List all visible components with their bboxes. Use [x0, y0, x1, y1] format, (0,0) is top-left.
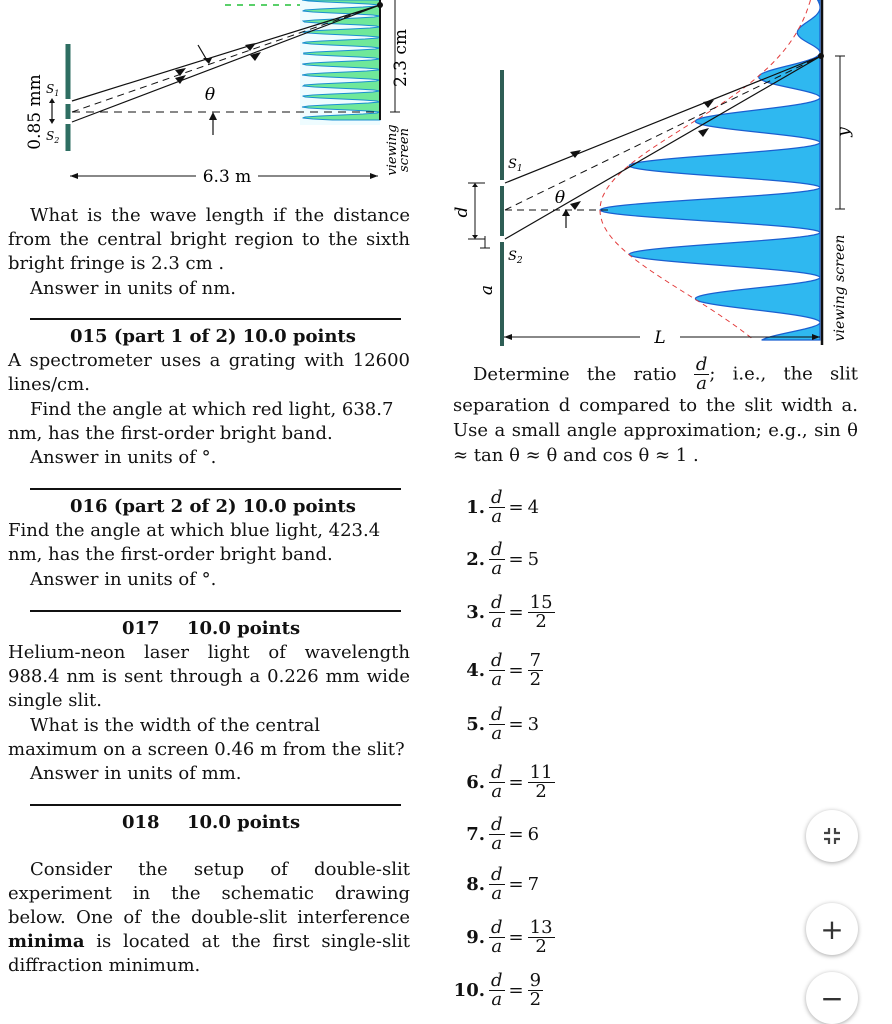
choice-lhs-den: a	[491, 610, 503, 632]
choice-rhs-num: 7	[529, 649, 542, 671]
choice-rhs-num: 13	[529, 916, 553, 938]
choice-7[interactable]	[453, 812, 539, 856]
choice-rhs	[528, 761, 555, 802]
q016-answer: Answer in units of °.	[30, 569, 217, 590]
q016-text1: Find the angle at which blue light, 423.4 nm, has the first-order bright band.	[8, 520, 381, 565]
divider-018	[30, 804, 401, 806]
ratio-num: d	[695, 354, 708, 375]
fig2-L: L	[654, 328, 666, 348]
choice-10[interactable]	[453, 968, 543, 1012]
fig2-d: d	[452, 206, 472, 218]
choice-rhs-den: 2	[535, 935, 547, 957]
choice-lhs-num: d	[491, 591, 503, 613]
choice-number: 3.	[466, 601, 485, 623]
q018-text-bold: minima	[8, 931, 85, 952]
q018-text-b: is located at the first single-slit diffraction minimum.	[8, 931, 410, 976]
fit-screen-button[interactable]	[806, 810, 858, 862]
choice-number: 9.	[466, 926, 485, 948]
fig1-theta: θ	[204, 85, 216, 105]
fig1-s2-sub: 2	[54, 136, 60, 145]
choice-6[interactable]	[453, 760, 555, 804]
choice-rhs: 5	[527, 548, 540, 570]
svg-text:S1	[46, 82, 59, 98]
choice-lhs-den: a	[491, 722, 503, 744]
choice-lhs-num: d	[491, 969, 503, 991]
choice-rhs: 6	[527, 823, 540, 845]
choice-1[interactable]	[453, 485, 539, 529]
choice-lhs-num: d	[491, 813, 503, 835]
choice-equals: =	[508, 659, 524, 681]
choice-rhs	[528, 591, 555, 632]
figure-double-slit-1	[0, 0, 420, 195]
minus-icon: −	[820, 981, 844, 1015]
ratio-fraction	[694, 356, 710, 393]
choice-rhs-den: 2	[529, 668, 542, 690]
choice-lhs	[489, 703, 505, 744]
choice-equals: =	[508, 713, 524, 735]
choice-lhs-den: a	[491, 505, 503, 527]
fig2-s1: S	[508, 157, 517, 172]
ratio-post: ; i.e., the slit separation d compared to the slit width a. Use a small angle approximation; e.g., sin θ ≈ tan θ ≈ θ and cos θ ≈ 1 .	[453, 363, 858, 466]
choice-lhs-num: d	[491, 703, 503, 725]
svg-text:S2	[508, 249, 523, 266]
fringe-pattern	[300, 0, 380, 125]
fig2-s2-sub: 2	[516, 256, 523, 266]
plus-icon: +	[820, 912, 844, 946]
ratio-pre: Determine the ratio	[473, 363, 694, 385]
svg-text:S2	[46, 129, 59, 145]
q017-text2: What is the width of the central maximum on a screen 0.46 m from the slit?	[8, 715, 405, 760]
q018-text	[8, 858, 410, 978]
choice-lhs-num: d	[491, 538, 503, 560]
choice-lhs-num: d	[491, 863, 503, 885]
choice-lhs	[489, 591, 505, 632]
q018-text-a: Consider the setup of double-slit experiment in the schematic drawing below. One of the double-slit interference	[8, 859, 410, 928]
choice-lhs-den: a	[491, 935, 503, 957]
choice-rhs: 4	[527, 496, 540, 518]
choice-number: 2.	[466, 548, 485, 570]
choice-4[interactable]	[453, 648, 543, 692]
q018-header-num: 018	[122, 812, 160, 833]
divider-015	[30, 318, 401, 320]
choice-equals: =	[508, 823, 524, 845]
choice-rhs	[528, 916, 555, 957]
choice-equals: =	[508, 873, 524, 895]
q017-text1: Helium-neon laser light of wavelength 988.4 nm is sent through a 0.226 mm wide single slit.	[8, 642, 410, 711]
choice-lhs-num: d	[491, 916, 503, 938]
choice-lhs-num: d	[491, 761, 503, 783]
choice-rhs-num: 9	[529, 969, 542, 991]
fig2-y: y	[834, 127, 854, 137]
choice-equals: =	[508, 979, 524, 1001]
choice-rhs: 3	[527, 713, 540, 735]
choice-equals: =	[508, 496, 524, 518]
q014-answer: Answer in units of nm.	[30, 278, 237, 299]
ratio-prompt	[453, 356, 858, 468]
choice-lhs-den: a	[491, 882, 503, 904]
choice-lhs-den: a	[491, 780, 503, 802]
choice-lhs	[489, 969, 505, 1010]
choice-rhs-den: 2	[535, 780, 547, 802]
fig2-theta: θ	[554, 188, 566, 208]
choice-rhs	[528, 969, 543, 1010]
choice-equals: =	[508, 601, 524, 623]
q018-header-pts: 10.0 points	[187, 812, 301, 833]
fig2-screen-label: viewing screen	[832, 234, 848, 342]
divider-017	[30, 610, 401, 612]
q015-answer: Answer in units of °.	[30, 447, 217, 468]
fig1-height-label: 2.3 cm	[391, 28, 411, 88]
choice-rhs-num: 15	[529, 591, 553, 613]
zoom-out-button[interactable]	[806, 972, 858, 1024]
choice-lhs	[489, 761, 505, 802]
svg-text:S1	[508, 157, 523, 174]
fig1-s1-sub: 1	[54, 89, 60, 98]
choice-number: 1.	[466, 496, 485, 518]
choice-number: 8.	[466, 873, 485, 895]
choice-lhs-den: a	[491, 668, 503, 690]
choice-lhs	[489, 486, 505, 527]
q016-header: 016 (part 2 of 2) 10.0 points	[70, 496, 356, 517]
choice-equals: =	[508, 548, 524, 570]
choice-lhs-den: a	[491, 832, 503, 854]
fig1-s2: S	[46, 129, 55, 143]
fig2-s2: S	[508, 249, 517, 264]
fit-screen-icon	[820, 824, 844, 848]
figure-double-slit-2	[440, 0, 880, 352]
choice-number: 7.	[466, 823, 485, 845]
choice-number: 5.	[466, 713, 485, 735]
choice-lhs	[489, 863, 505, 904]
choice-number: 6.	[466, 771, 485, 793]
fig1-screen-label-2: screen	[397, 128, 412, 172]
divider-016	[30, 488, 401, 490]
choice-lhs-den: a	[491, 557, 503, 579]
choice-5[interactable]	[453, 702, 539, 746]
choice-number: 10.	[453, 979, 485, 1001]
fig1-s1: S	[46, 82, 55, 96]
choice-rhs-den: 2	[529, 988, 542, 1010]
fig1-sep-label: 0.85 mm	[25, 74, 45, 150]
diffraction-pattern	[600, 0, 820, 340]
q015-header: 015 (part 1 of 2) 10.0 points	[70, 326, 356, 347]
choice-rhs: 7	[527, 873, 540, 895]
choice-rhs-den: 2	[535, 610, 547, 632]
choice-number: 4.	[466, 659, 485, 681]
choice-equals: =	[508, 771, 524, 793]
choice-2[interactable]	[453, 537, 539, 581]
fig2-a: a	[477, 284, 497, 296]
ratio-den: a	[696, 373, 707, 394]
choice-lhs	[489, 916, 505, 957]
choice-8[interactable]	[453, 862, 539, 906]
choice-rhs	[528, 649, 543, 690]
zoom-in-button[interactable]	[806, 903, 858, 955]
choice-lhs	[489, 813, 505, 854]
q014-text: What is the wave length if the distance from the central bright region to the sixth bright fringe is 2.3 cm .	[8, 205, 410, 274]
choice-lhs-num: d	[491, 486, 503, 508]
q015-text1: A spectrometer uses a grating with 12600 lines/cm.	[8, 350, 410, 395]
choice-9[interactable]	[453, 915, 555, 959]
choice-lhs-num: d	[491, 649, 503, 671]
q017-answer: Answer in units of mm.	[30, 763, 242, 784]
choice-3[interactable]	[453, 590, 555, 634]
choice-lhs	[489, 538, 505, 579]
fig1-dist-label: 6.3 m	[202, 167, 252, 187]
q015-text2: Find the angle at which red light, 638.7 nm, has the first-order bright band.	[8, 399, 394, 444]
q017-header-num: 017	[122, 618, 160, 639]
choice-rhs-num: 11	[529, 761, 553, 783]
choice-equals: =	[508, 926, 524, 948]
fig1-screen-label-1: viewing	[385, 124, 400, 176]
fig2-s1-sub: 1	[516, 164, 523, 174]
choice-lhs-den: a	[491, 988, 503, 1010]
choice-lhs	[489, 649, 505, 690]
q017-header-pts: 10.0 points	[187, 618, 301, 639]
